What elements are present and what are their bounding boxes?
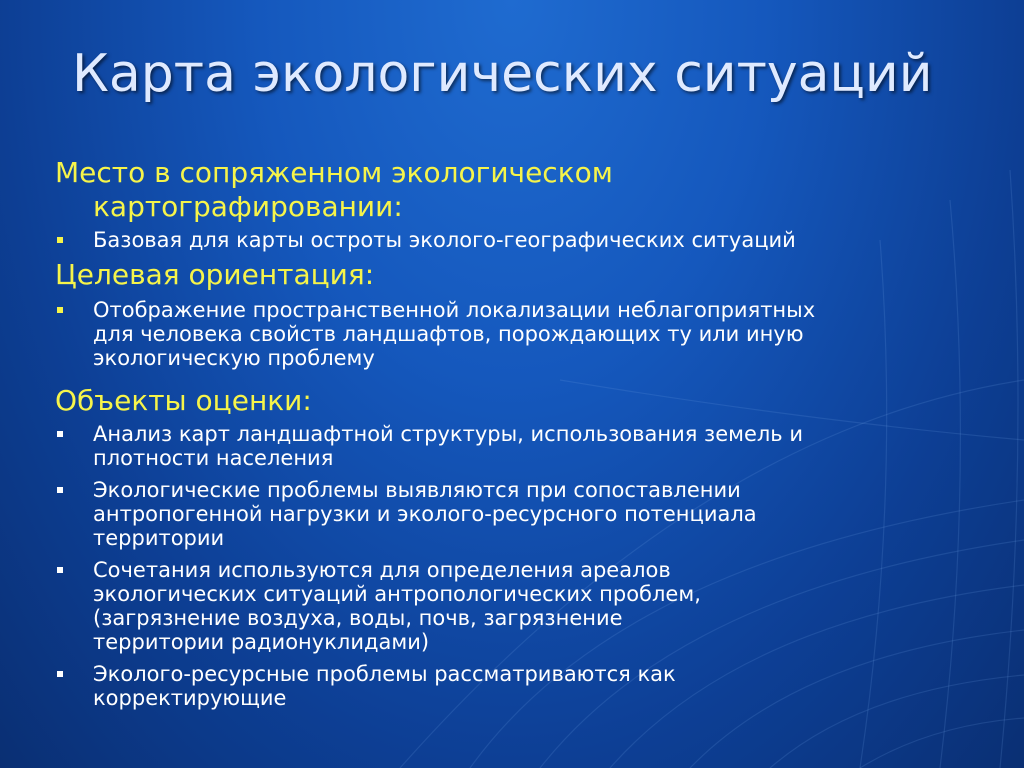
section-placement	[55, 156, 995, 252]
square-bullet-icon	[57, 237, 63, 243]
section-assessment-objects	[55, 384, 995, 710]
list-item	[55, 558, 995, 654]
list-item-line: для человека свойств ландшафтов, порождающих ту или иную	[93, 322, 804, 346]
list-item-line: плотности населения	[93, 446, 334, 470]
square-bullet-icon	[57, 671, 63, 677]
list-item-line: Анализ карт ландшафтной структуры, использования земель и	[93, 422, 804, 446]
heading-line: Объекты оценки:	[55, 384, 312, 417]
list-item-line: Отображение пространственной локализации неблагоприятных	[93, 298, 816, 322]
list-item-line: экологических ситуаций антропологических проблем,	[93, 582, 701, 606]
section-target-orientation	[55, 258, 995, 370]
list-item-line: антропогенной нагрузки и эколого-ресурсного потенциала	[93, 502, 757, 526]
list-item-line: корректирующие	[93, 686, 287, 710]
section-heading	[55, 156, 995, 224]
heading-line: Место в сопряженном экологическом	[55, 156, 613, 189]
list-item	[55, 478, 995, 550]
list-item-line: территории	[93, 526, 225, 550]
bullet-list	[55, 228, 995, 252]
square-bullet-icon	[57, 307, 63, 313]
heading-line: картографировании:	[93, 190, 403, 223]
list-item	[55, 422, 995, 470]
bullet-list	[55, 298, 995, 370]
list-item-line: экологическую проблему	[93, 346, 375, 370]
bullet-list	[55, 422, 995, 710]
heading-line: Целевая ориентация:	[55, 258, 375, 291]
list-item-line: (загрязнение воздуха, воды, почв, загрязнение	[93, 606, 623, 630]
slide-content	[55, 156, 995, 710]
list-item-line: Эколого-ресурсные проблемы рассматриваются как	[93, 662, 676, 686]
section-heading	[55, 258, 995, 292]
list-item-line: территории радионуклидами)	[93, 630, 430, 654]
list-item-line: Экологические проблемы выявляются при сопоставлении	[93, 478, 741, 502]
square-bullet-icon	[57, 567, 63, 573]
section-heading	[55, 384, 995, 418]
square-bullet-icon	[57, 431, 63, 437]
list-item-line: Сочетания используются для определения ареалов	[93, 558, 671, 582]
list-item	[55, 228, 995, 252]
list-item	[55, 298, 995, 370]
square-bullet-icon	[57, 487, 63, 493]
list-item-line: Базовая для карты остроты эколого-географических ситуаций	[93, 228, 796, 252]
list-item	[55, 662, 995, 710]
slide-title: Карта экологических ситуаций	[72, 44, 933, 104]
